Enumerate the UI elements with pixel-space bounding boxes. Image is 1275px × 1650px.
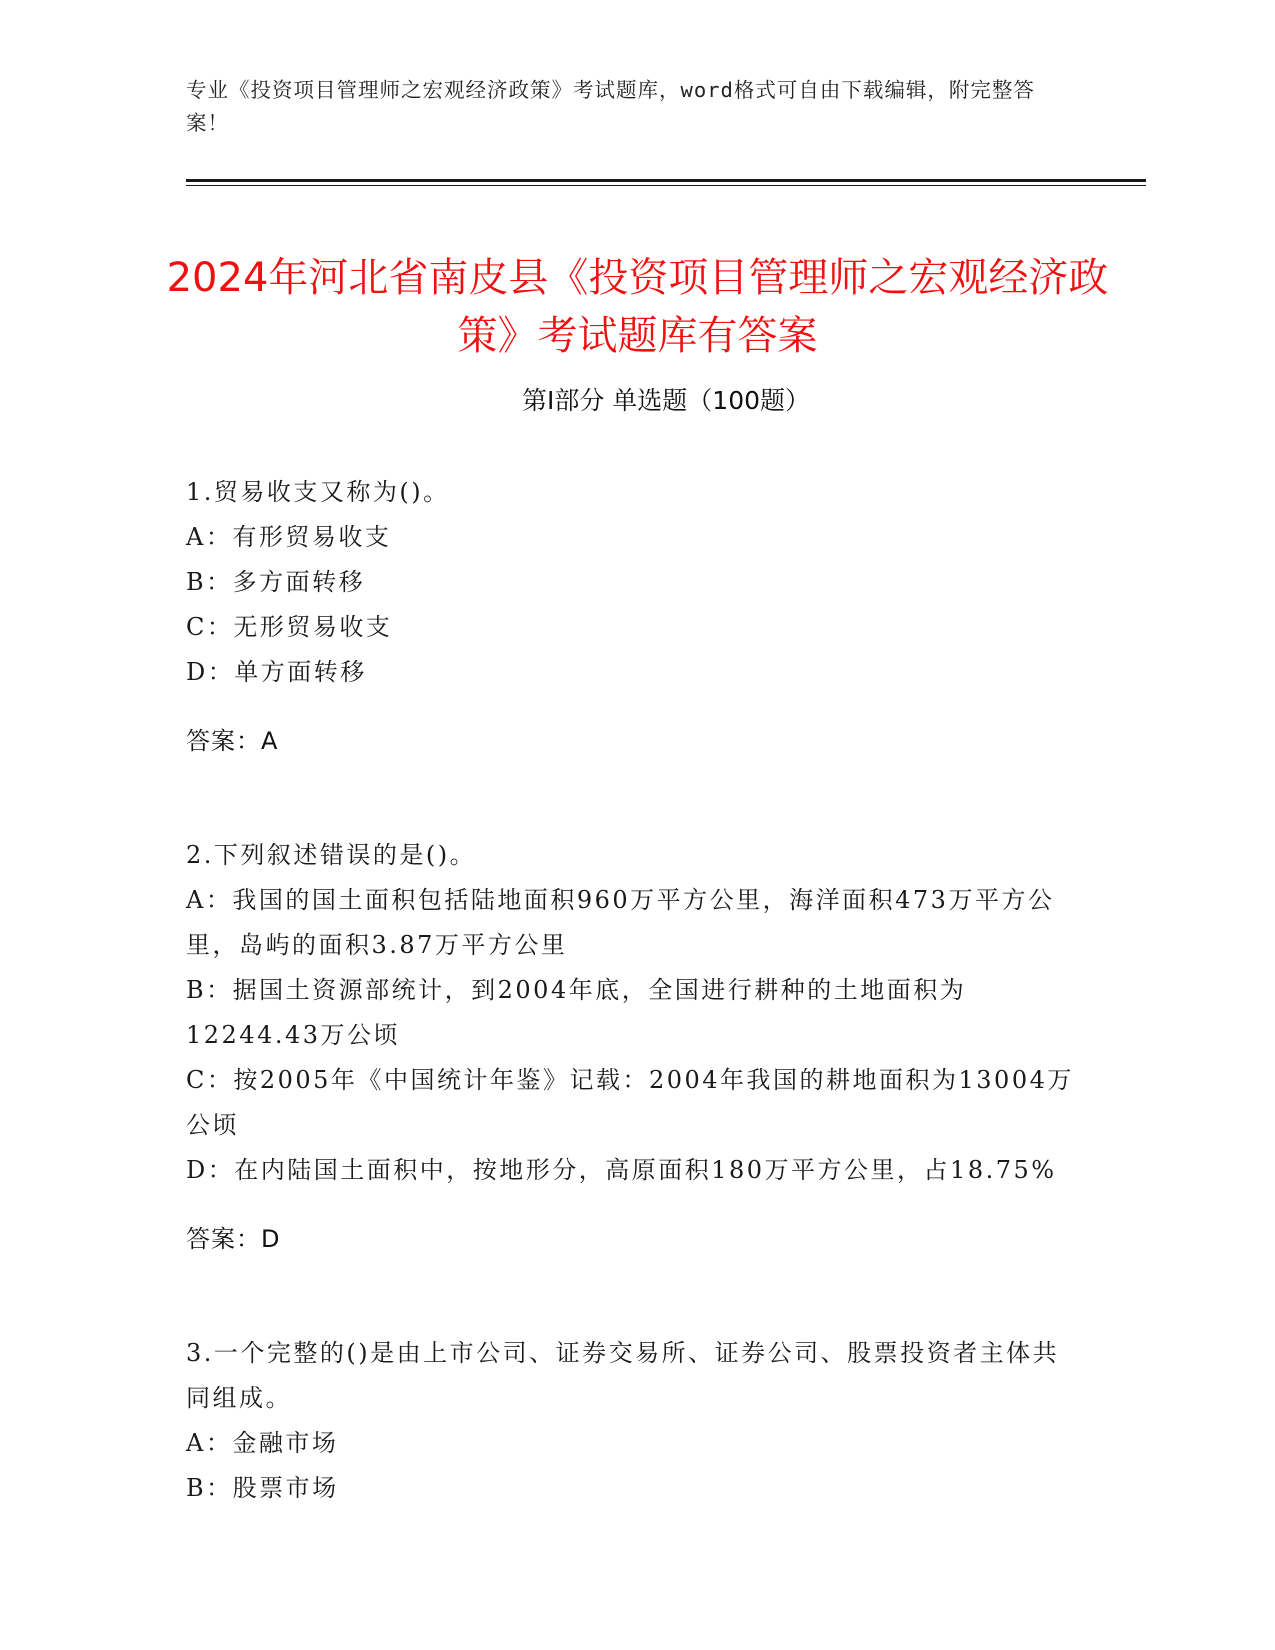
document-title: 2024年河北省南皮县《投资项目管理师之宏观经济政策》考试题库有答案 bbox=[166, 254, 1109, 359]
question-3 bbox=[186, 1331, 1076, 1511]
header-note: 专业《投资项目管理师之宏观经济政策》考试题库，word格式可自由下载编辑，附完整答案！ bbox=[186, 78, 1035, 135]
option-c: C：按2005年《中国统计年鉴》记载：2004年我国的耕地面积为13004万公顷 bbox=[186, 1066, 1074, 1139]
question-spacer bbox=[186, 1286, 1076, 1331]
option-b: B：股票市场 bbox=[186, 1474, 339, 1502]
question-spacer bbox=[186, 788, 1076, 833]
option-d: D：单方面转移 bbox=[186, 658, 367, 686]
answer-label: 答案：A bbox=[186, 727, 279, 755]
question-list bbox=[186, 470, 1076, 1511]
header-divider-thin bbox=[186, 185, 1146, 186]
option-a: A：有形贸易收支 bbox=[186, 523, 392, 551]
question-stem: 3.一个完整的()是由上市公司、证券交易所、证券公司、股票投资者主体共同组成。 bbox=[186, 1339, 1060, 1412]
question-stem: 1.贸易收支又称为()。 bbox=[186, 478, 450, 506]
question-2 bbox=[186, 833, 1076, 1262]
option-a: A：金融市场 bbox=[186, 1429, 339, 1457]
option-d: D：在内陆国土面积中，按地形分，高原面积180万平方公里，占18.75% bbox=[186, 1156, 1057, 1184]
section-heading: 第I部分 单选题（100题） bbox=[521, 386, 811, 415]
answer-label: 答案：D bbox=[186, 1225, 281, 1253]
option-b: B：据国土资源部统计，到2004年底，全国进行耕种的土地面积为12244.43万公顷 bbox=[186, 976, 967, 1049]
question-stem: 2.下列叙述错误的是()。 bbox=[186, 841, 477, 869]
option-b: B：多方面转移 bbox=[186, 568, 366, 596]
option-c: C：无形贸易收支 bbox=[186, 613, 393, 641]
header-divider-thick bbox=[186, 179, 1146, 182]
option-a: A：我国的国土面积包括陆地面积960万平方公里，海洋面积473万平方公里，岛屿的面积3.87万平方公里 bbox=[186, 886, 1055, 959]
question-1 bbox=[186, 470, 1076, 764]
